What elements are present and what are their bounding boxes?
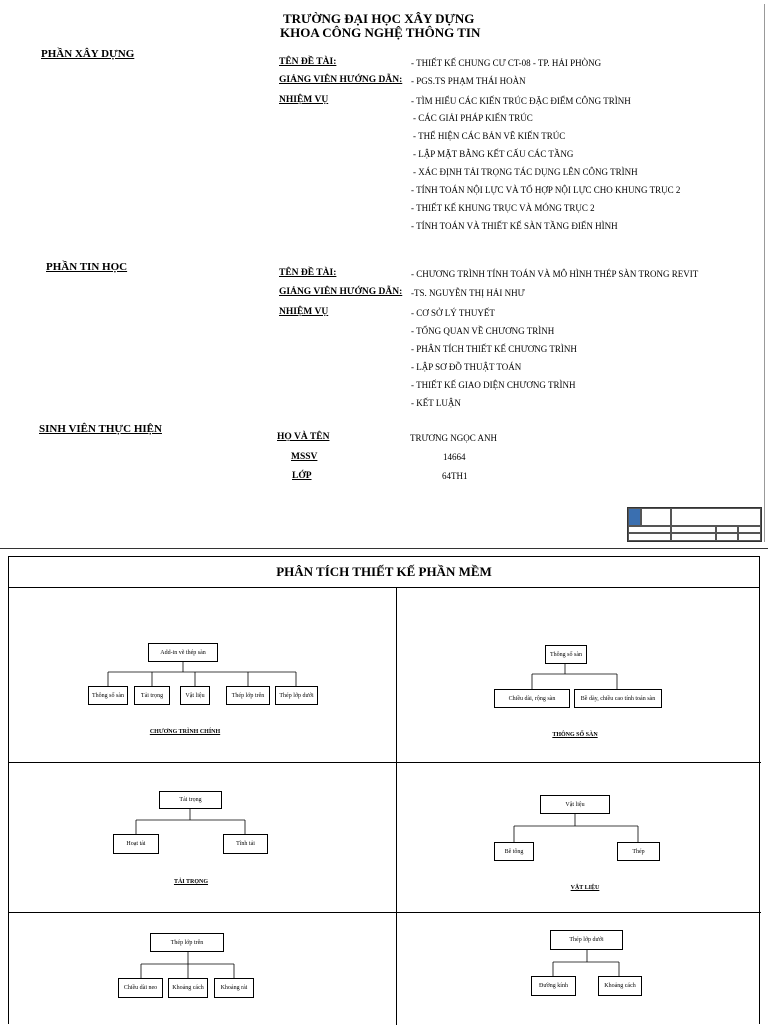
- slab-child-box: Chiều dài, rộng sàn: [494, 689, 570, 708]
- main-child-box: Thép lớp dưới: [275, 686, 318, 705]
- construction-task: - XÁC ĐỊNH TẢI TRỌNG TÁC DỤNG LÊN CÔNG TRÌNH: [413, 167, 638, 177]
- construction-advisor-label: GIẢNG VIÊN HƯỚNG DẪN:: [279, 75, 403, 85]
- bottom-steel-child-box: Đường kính: [531, 976, 576, 996]
- bottom-steel-root-box: Thép lớp dưới: [550, 930, 623, 950]
- main-child-box: Thông số sàn: [88, 686, 128, 705]
- slab-root-box: Thông số sàn: [545, 645, 587, 664]
- top-steel-child-box: Khoảng cách: [168, 978, 208, 998]
- main-caption: CHƯƠNG TRÌNH CHÍNH: [149, 729, 221, 735]
- main-child-box: Vật liệu: [180, 686, 210, 705]
- load-root-box: Tải trọng: [159, 791, 222, 809]
- student-name-value: TRƯƠNG NGỌC ANH: [410, 433, 497, 443]
- design-title: PHÂN TÍCH THIẾT KẾ PHẦN MỀM: [9, 557, 759, 588]
- main-child-box: Tải trọng: [134, 686, 170, 705]
- it-task: - TỔNG QUAN VỀ CHƯƠNG TRÌNH: [411, 326, 555, 336]
- it-section-title: PHẦN TIN HỌC: [46, 261, 128, 273]
- load-caption: TẢI TRỌNG: [173, 879, 209, 885]
- it-task: - PHÂN TÍCH THIẾT KẾ CHƯƠNG TRÌNH: [411, 344, 577, 354]
- it-task: - THIẾT KẾ GIAO DIỆN CHƯƠNG TRÌNH: [411, 380, 576, 390]
- it-task: - CƠ SỞ LÝ THUYẾT: [411, 308, 495, 318]
- student-id-label: MSSV: [291, 452, 318, 462]
- construction-task: - THỂ HIỆN CÁC BẢN VẼ KIẾN TRÚC: [413, 131, 566, 141]
- it-topic-label: TÊN ĐỀ TÀI:: [279, 268, 337, 278]
- it-task: - LẬP SƠ ĐỒ THUẬT TOÁN: [411, 362, 522, 372]
- student-name-label: HỌ VÀ TÊN: [277, 432, 330, 442]
- main-child-box: Thép lớp trên: [226, 686, 270, 705]
- main-root-box: Add-in vẽ thép sàn: [148, 643, 218, 662]
- construction-task: - LẬP MẶT BẰNG KẾT CẤU CÁC TẦNG: [413, 149, 574, 159]
- student-section-title: SINH VIÊN THỰC HIỆN: [39, 423, 162, 435]
- university-title: TRƯỜNG ĐẠI HỌC XÂY DỰNG: [283, 11, 475, 26]
- student-class-label: LỚP: [292, 471, 312, 481]
- load-child-box: Hoạt tải: [113, 834, 159, 854]
- construction-task: - THIẾT KẾ KHUNG TRỤC VÀ MÓNG TRỤC 2: [411, 203, 595, 213]
- top-steel-child-box: Khoảng rải: [214, 978, 254, 998]
- it-topic-value: - CHƯƠNG TRÌNH TÍNH TOÁN VÀ MÔ HÌNH THÉP SÀN TRONG REVIT: [411, 269, 699, 279]
- it-task: - KẾT LUẬN: [411, 398, 461, 408]
- construction-topic-label: TÊN ĐỀ TÀI:: [279, 57, 337, 67]
- it-advisor-label: GIẢNG VIÊN HƯỚNG DẪN:: [279, 287, 403, 297]
- top-steel-root-box: Thép lớp trên: [150, 933, 224, 952]
- material-child-box: Bê tông: [494, 842, 534, 861]
- construction-task: - CÁC GIẢI PHÁP KIẾN TRÚC: [413, 113, 533, 123]
- material-root-box: Vật liệu: [540, 795, 610, 814]
- construction-advisor-value: - PGS.TS PHẠM THÁI HOÀN: [411, 76, 526, 86]
- construction-task: - TÍNH TOÁN VÀ THIẾT KẾ SÀN TẦNG ĐIỂN HÌNH: [411, 221, 618, 231]
- faculty-title: KHOA CÔNG NGHỆ THÔNG TIN: [280, 25, 481, 40]
- material-caption: VẬT LIỆU: [570, 885, 600, 891]
- load-child-box: Tĩnh tải: [223, 834, 268, 854]
- construction-topic-value: - THIẾT KẾ CHUNG CƯ CT-08 - TP. HẢI PHÒNG: [411, 58, 602, 68]
- construction-task: - TÌM HIỂU CÁC KIẾN TRÚC ĐẶC ĐIỂM CÔNG TRÌNH: [411, 96, 631, 106]
- construction-task: - TÍNH TOÁN NỘI LỰC VÀ TỔ HỢP NỘI LỰC CHO KHUNG TRỤC 2: [411, 185, 681, 195]
- student-class-value: 64TH1: [442, 471, 468, 481]
- top-steel-child-box: Chiều dài neo: [118, 978, 163, 998]
- it-tasks-label: NHIỆM VỤ: [279, 307, 329, 317]
- bottom-steel-child-box: Khoảng cách: [598, 976, 642, 996]
- slab-caption: THÔNG SỐ SÀN: [552, 732, 598, 738]
- it-advisor-value: -TS. NGUYỄN THỊ HẢI NHƯ: [411, 288, 525, 298]
- material-child-box: Thép: [617, 842, 660, 861]
- construction-tasks-label: NHIỆM VỤ: [279, 95, 329, 105]
- slab-child-box: Bề dày, chiều cao tính toán sàn: [574, 689, 662, 708]
- student-id-value: 14664: [443, 452, 466, 462]
- construction-section-title: PHẦN XÂY DỰNG: [41, 48, 135, 60]
